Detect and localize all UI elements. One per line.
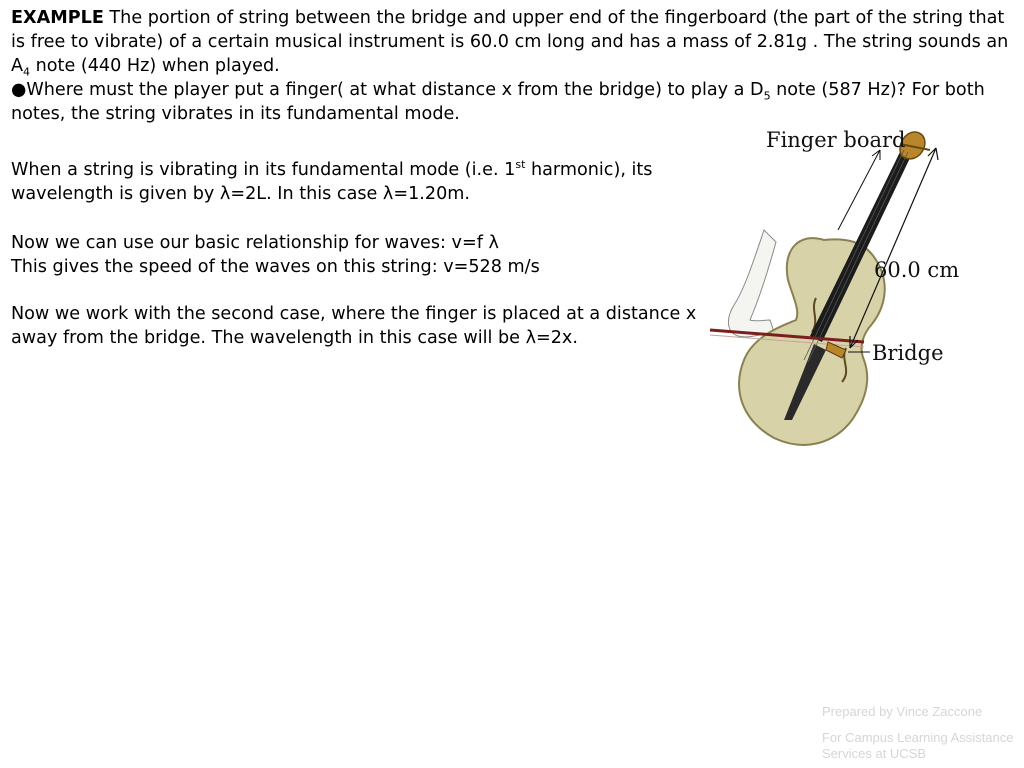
second-case-paragraph bbox=[11, 302, 711, 350]
second-case-text: Now we work with the second case, where the finger is placed at a distance x away from the bridge. The wavelength in this case will be λ=2x. bbox=[11, 304, 697, 348]
fundamental-mode-paragraph bbox=[11, 158, 711, 206]
example-statement: The portion of string between the bridge and upper end of the fingerboard (the part of the string that is free to vibrate) of a certain musical instrument is 60.0 cm long and has a mass of 2.81g . The string sounds an A bbox=[11, 8, 1009, 76]
note-d-subscript: 5 bbox=[763, 89, 771, 103]
fingerboard-label: Finger board bbox=[766, 128, 906, 152]
example-statement-end: note (440 Hz) when played. bbox=[30, 56, 280, 76]
fundamental-text-end: harmonic), its wavelength is given by λ=2L. In this case λ=1.20m. bbox=[11, 160, 653, 204]
bridge-label: Bridge bbox=[872, 341, 944, 365]
credits bbox=[822, 704, 1022, 762]
example-label: EXAMPLE bbox=[11, 8, 104, 28]
example-problem-text bbox=[11, 6, 1016, 126]
cello-figure bbox=[704, 120, 966, 450]
note-a-subscript: 4 bbox=[23, 65, 31, 79]
wave-relationship-line: Now we can use our basic relationship for waves: v=f λ bbox=[11, 233, 499, 253]
harmonic-superscript: st bbox=[515, 158, 526, 172]
example-question-end: note (587 Hz)? For both notes, the string vibrates in its fundamental mode. bbox=[11, 80, 985, 124]
credit-author: Prepared by Vince Zaccone bbox=[822, 704, 983, 719]
example-question: ●Where must the player put a finger( at what distance x from the bridge) to play a D bbox=[11, 80, 764, 100]
hand-illustration bbox=[728, 230, 776, 337]
length-label: 60.0 cm bbox=[874, 258, 960, 282]
wave-relationship-paragraph bbox=[11, 231, 711, 279]
cello-illustration bbox=[704, 120, 966, 450]
wave-speed-line: This gives the speed of the waves on this string: v=528 m/s bbox=[11, 257, 540, 277]
credit-organization: For Campus Learning Assistance Services at UCSB bbox=[822, 730, 1014, 761]
fundamental-text: When a string is vibrating in its fundamental mode (i.e. 1 bbox=[11, 160, 516, 180]
